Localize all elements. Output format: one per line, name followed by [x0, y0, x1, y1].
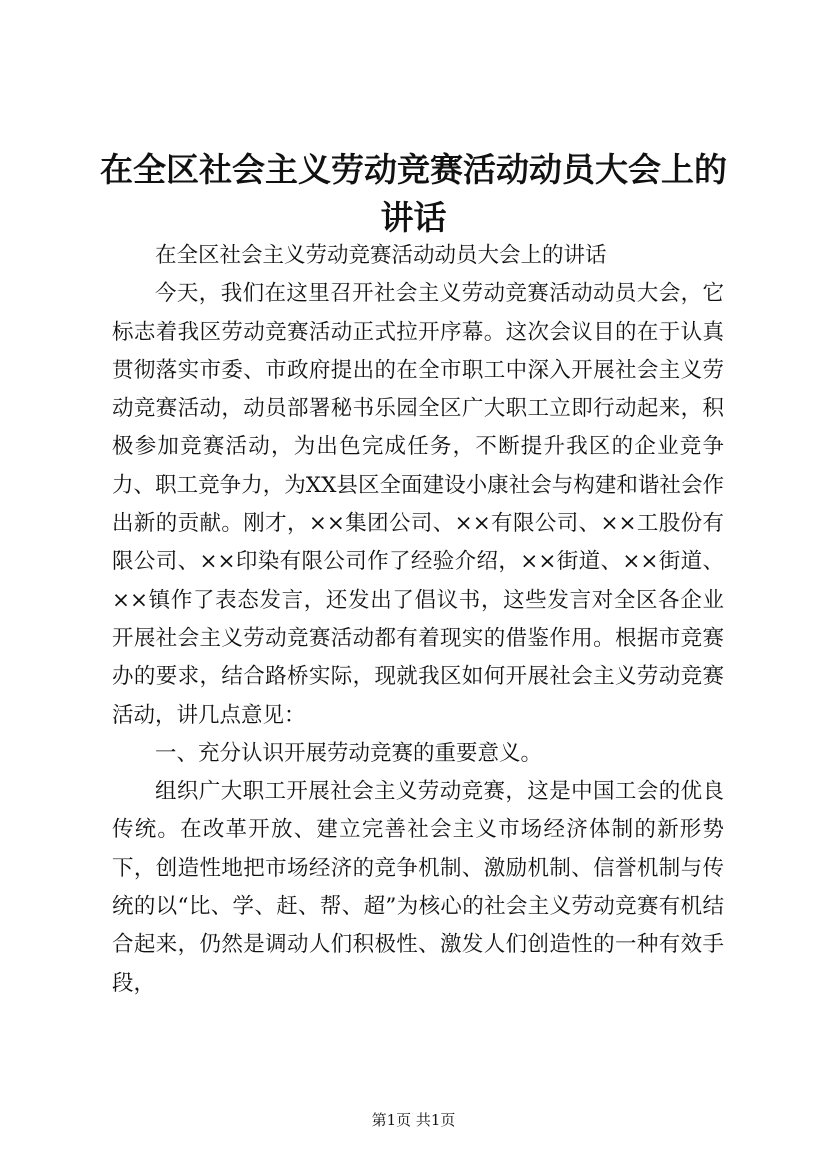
subtitle-paragraph: 在全区社会主义劳动竞赛活动动员大会上的讲话	[155, 243, 607, 268]
intro-paragraph: 今天，我们在这里召开社会主义劳动竞赛活动动员大会，它标志着我区劳动竞赛活动正式拉开序幕。这次会议目的在于认真贯彻落实市委、市政府提出的在全市职工中深入开展社会主义劳动竞赛活动，动员部署秘书乐园全区广大职工立即行动起来，积极参加竞赛活动，为出色完成任务，不断提升我区的企业竞争力、职工竞争力，为XX县区全面建设小康社会与构建和谐社会作出新的贡献。刚才，××集团公司、××有限公司、××工股份有限公司、××印染有限公司作了经验介绍，××街道、××街道、××镇作了表态发言，还发出了倡议书，这些发言对全区各企业开展社会主义劳动竞赛活动都有着现实的借鉴作用。根据市竞赛办的要求，结合路桥实际，现就我区如何开展社会主义劳动竞赛活动，讲几点意见：	[112, 281, 724, 728]
page-footer: 第1页 共1页	[371, 1111, 456, 1129]
body-paragraph: 组织广大职工开展社会主义劳动竞赛，这是中国工会的优良传统。在改革开放、建立完善社会主义市场经济体制的新形势下，创造性地把市场经济的竞争机制、激励机制、信誉机制与传统的以“比、学、赶、帮、超”为核心的社会主义劳动竞赛有机结合起来，仍然是调动人们积极性、激发人们创造性的一种有效手段，	[112, 779, 724, 996]
document-body	[112, 237, 724, 1003]
section-heading: 一、充分认识开展劳动竞赛的重要意义。	[155, 740, 543, 766]
document-title: 在全区社会主义劳动竞赛活动动员大会上的讲话	[100, 150, 727, 237]
